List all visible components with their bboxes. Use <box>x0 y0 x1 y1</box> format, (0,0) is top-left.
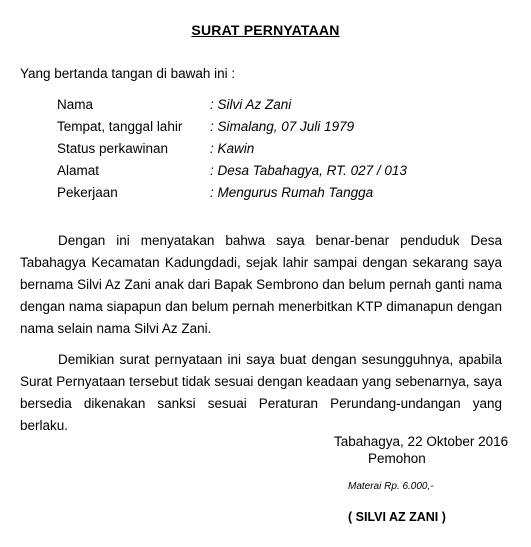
field-value: : Mengurus Rumah Tangga <box>210 185 374 200</box>
field-label: Status perkawinan <box>57 141 169 156</box>
field-label: Pekerjaan <box>57 185 118 200</box>
document-title: SURAT PERNYATAAN <box>191 22 340 38</box>
intro-text: Yang bertanda tangan di bawah ini : <box>20 66 236 81</box>
field-row-nama <box>57 94 517 116</box>
signature-place-date: Tabahagya, 22 Oktober 2016 <box>334 434 509 449</box>
statement-paragraph: Dengan ini menyatakan bahwa saya benar-benar penduduk Desa Tabahagya Kecamatan Kadungdadi, sejak lahir sampai dengan sekarang saya bernama Silvi Az Zani anak dari Bapak Sembrono dan belum pernah ganti nama dengan nama siapapun dan belum pernah menerbitkan KTP dimanapun dengan nama selain nama Silvi Az Zani. <box>20 233 502 336</box>
field-row-occupation <box>57 182 517 204</box>
field-row-marital-status <box>57 138 517 160</box>
identity-fields <box>57 94 517 204</box>
stamp-duty-note: Materai Rp. 6.000,- <box>348 481 434 492</box>
signature-role: Pemohon <box>368 451 426 466</box>
field-value: : Desa Tabahagya, RT. 027 / 013 <box>210 163 407 178</box>
field-row-address <box>57 160 517 182</box>
closing-paragraph: Demikian surat pernyataan ini saya buat dengan sesungguhnya, apabila Surat Pernyataan tersebut tidak sesuai dengan keadaan yang sebenarnya, saya bersedia dikenakan sanksi sesuai Peraturan Perundang-undangan yang berlaku. <box>20 352 502 433</box>
field-label: Alamat <box>57 163 100 178</box>
field-value: : Simalang, 07 Juli 1979 <box>210 119 355 134</box>
field-row-birth <box>57 116 517 138</box>
field-label: Tempat, tanggal lahir <box>57 119 183 134</box>
signatory-name: ( SILVI AZ ZANI ) <box>348 510 446 524</box>
field-value: : Kawin <box>210 141 255 156</box>
field-value: : Silvi Az Zani <box>210 97 292 112</box>
field-label: Nama <box>57 97 94 112</box>
